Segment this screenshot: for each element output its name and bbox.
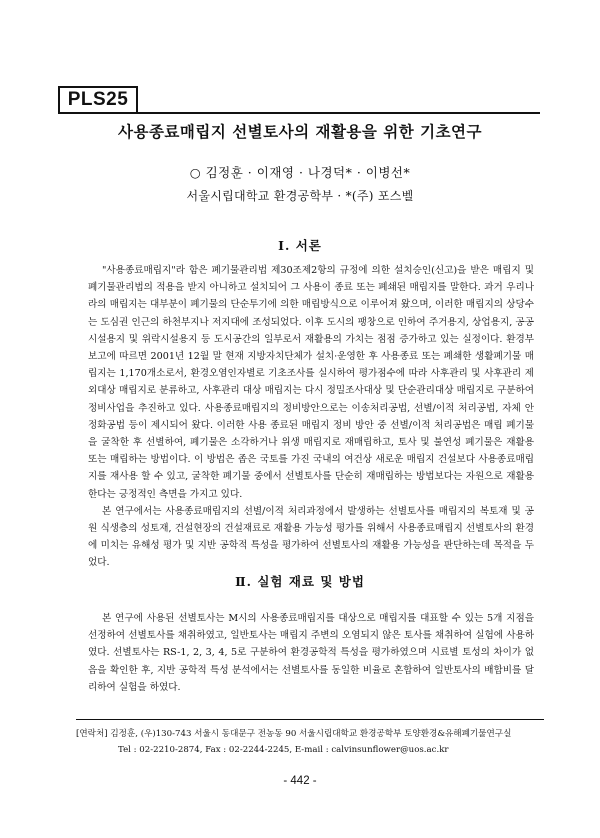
session-code-box — [58, 86, 138, 114]
page-number: - 442 - — [283, 775, 317, 787]
paragraph: 본 연구에서는 사용종료매립지의 선별/이적 처리과정에서 발생하는 선별토사를 매립지의 복토재 및 공원 식생층의 성토재, 건설현장의 건설재료로 재활용 가능성 평가를 위해서 사용종료매립지 선별토사의 환경에 미치는 유해성 평가 및 지반 공학적 특성을 평가하여 선별토사의 재활용 가능성을 판단하는데 목적을 두었다. — [88, 505, 534, 569]
section-methods-body — [88, 610, 534, 696]
paragraph: 본 연구에 사용된 선별토사는 M시의 사용종료매립지를 대상으로 매립지를 대표할 수 있는 5개 지점을 선정하여 선별토사를 채취하였고, 일반토사는 매립지 주변의 오염되지 않은 토사를 채취하여 실험에 사용하였다. 선별토사는 RS-1, 2, 3, 4, 5로 구분하여 환경공학적 특성을 평가하였으며 시료별 토성의 차이가 없음을 확인한 후, 지반 공학적 특성 분석에서는 선별토사를 동일한 비율로 혼합하여 일반토사의 배합비를 달리하여 실험을 하였다. — [88, 613, 534, 693]
contact-address: [연락처] 김정훈, (우)130-743 서울시 동대문구 전농동 90 서울시립대학교 환경공학부 토양환경&유해폐기물연구실 — [76, 729, 512, 739]
contact-footnote — [76, 719, 544, 758]
section-introduction-body — [88, 262, 534, 572]
paragraph: "사용종료매립지"라 함은 폐기물관리법 제30조제2항의 규정에 의한 설치승인(신고)을 받은 매립지 및 폐기물관리법의 적용을 받지 아니하고 설치되어 그 사용이 종료 또는 폐쇄된 매립지를 말한다. 과거 우리나라의 매립지는 대부분이 폐기물의 단순투기에 의한 매립방식으로 이루어져 왔으며, 이러한 매립지의 상당수는 도심권 인근의 하천부지나 저지대에 조성되었다. 이후 도시의 팽창으로 인하여 주거용지, 상업용지, 공공시설용지 및 위락시설용지 등 도시공간의 일부로서 재활용의 가치는 점점 증가하고 있는 실정이다. 환경부 보고에 따르면 2001년 12월 말 현재 지방자치단체가 설치·운영한 후 사용종료 또는 폐쇄한 생활폐기물 매립지는 1,170개소로서, 환경오염인자별로 기초조사를 실시하여 평가점수에 따라 사후관리 및 사후관리 제외대상 매립지로 분류하고, 사후관리 대상 매립지는 다시 정밀조사대상 및 단순관리대상 매립지로 구분하여 정비사업을 추진하고 있다. 사용종료매립지의 정비방안으로는 이송처리공법, 선별/이적 처리공법, 자체 안정화공법 등이 제시되어 왔다. 이러한 사용 종료된 매립지 정비 방안 중 선별/이적 처리공법은 매립 폐기물을 굴착한 후 선별하여, 폐기물은 소각하거나 위생 매립지로 재매립하고, 토사 및 불연성 폐기물은 재활용 또는 매립하는 방법이다. 이 방법은 좁은 국토를 가진 국내의 여건상 새로운 매립지 건설보다 사용종료매립지를 재사용 할 수 있고, 굴착한 폐기물 중에서 선별토사를 단순히 재매립하는 방법보다는 자원으로 재활용한다는 긍정적인 측면을 가지고 있다. — [88, 265, 534, 500]
header-rule — [58, 112, 540, 114]
session-code: PLS25 — [67, 89, 129, 110]
section-heading-methods: Ⅱ. 실험 재료 및 방법 — [235, 574, 365, 589]
contact-phone-email: Tel : 02-2210-2874, Fax : 02-2244-2245, E-mail : calvinsunflower@uos.ac.kr — [118, 745, 449, 755]
author-list: ○ 김정훈 · 이재영 · 나경덕* · 이병선* — [189, 165, 411, 180]
section-heading-introduction: Ⅰ. 서론 — [278, 238, 322, 253]
paper-title: 사용종료매립지 선별토사의 재활용을 위한 기초연구 — [118, 122, 482, 141]
affiliation: 서울시립대학교 환경공학부 · *(주) 포스벨 — [186, 189, 414, 203]
